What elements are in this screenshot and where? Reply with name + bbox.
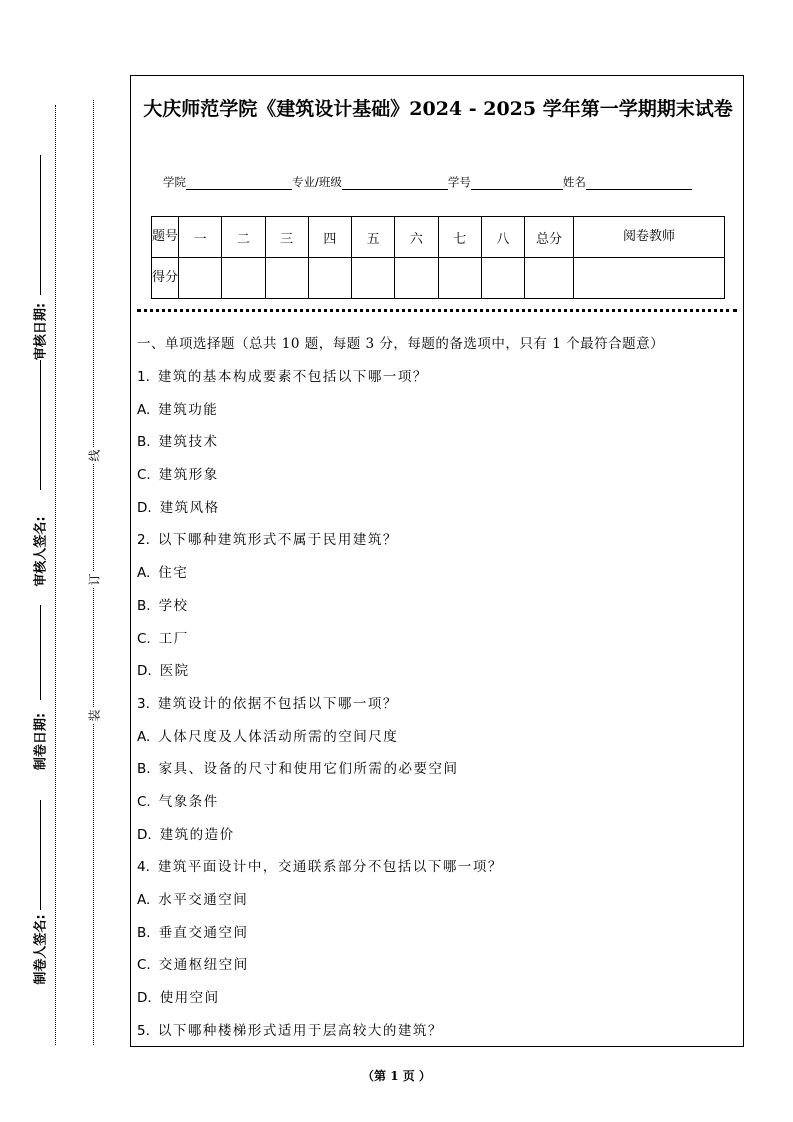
maker-date-blank[interactable] [40, 605, 41, 700]
score-cell[interactable] [308, 258, 351, 299]
exam-paper [130, 75, 744, 1047]
score-col-grader: 阅卷教师 [574, 217, 725, 258]
question-4: 4. 建筑平面设计中，交通联系部分不包括以下哪一项？ [137, 859, 503, 876]
name-label: 姓名 [562, 175, 586, 189]
score-col-6: 六 [395, 217, 438, 258]
score-table-score-label: 得分 [152, 258, 179, 299]
student-id-label: 学号 [447, 175, 471, 189]
review-date-label: 审核日期: [33, 302, 49, 361]
score-cell[interactable] [179, 258, 222, 299]
score-table-header-row [152, 217, 725, 258]
major-label: 专业/班级 [292, 175, 342, 189]
question-section [137, 328, 741, 1047]
option-1a: A. 建筑功能 [137, 401, 219, 418]
option-2c: C. 工厂 [137, 630, 189, 647]
option-1b: B. 建筑技术 [137, 434, 219, 451]
maker-date-label: 制卷日期: [33, 712, 49, 771]
option-3a: A. 人体尺度及人体活动所需的空间尺度 [137, 728, 399, 745]
option-3b: B. 家具、设备的尺寸和使用它们所需的必要空间 [137, 761, 459, 778]
score-col-5: 五 [352, 217, 395, 258]
section-divider [137, 309, 737, 312]
college-label: 学院 [163, 175, 186, 189]
score-table [151, 216, 725, 299]
binding-mark-zhuang: 装 [87, 709, 102, 722]
question-1: 1. 建筑的基本构成要素不包括以下哪一项？ [137, 369, 428, 385]
student-info-line [163, 174, 692, 190]
score-col-8: 八 [481, 217, 524, 258]
score-col-2: 二 [222, 217, 265, 258]
maker-sign-blank[interactable] [40, 800, 41, 910]
question-5: 5. 以下哪种楼梯形式适用于层高较大的建筑？ [137, 1022, 443, 1039]
score-cell[interactable] [265, 258, 308, 299]
question-3: 3. 建筑设计的依据不包括以下哪一项？ [137, 695, 398, 712]
option-3c: C. 气象条件 [137, 793, 219, 810]
option-2b: B. 学校 [137, 597, 189, 614]
score-cell[interactable] [438, 258, 481, 299]
binding-dotted-line-outer [55, 105, 56, 1045]
question-2: 2. 以下哪种建筑形式不属于民用建筑？ [137, 532, 398, 549]
option-2a: A. 住宅 [137, 565, 189, 582]
score-col-total: 总分 [525, 217, 574, 258]
option-4d: D. 使用空间 [137, 990, 220, 1007]
score-table-row-label: 题号 [152, 217, 179, 258]
option-4c: C. 交通枢纽空间 [137, 957, 249, 974]
score-cell[interactable] [395, 258, 438, 299]
option-1c: C. 建筑形象 [137, 467, 219, 484]
option-3d: D. 建筑的造价 [137, 826, 235, 843]
binding-mark-line: 线 [87, 449, 102, 462]
college-field[interactable] [186, 177, 292, 190]
score-col-4: 四 [308, 217, 351, 258]
section-title: 一、单项选择题（总共 10 题，每题 3 分，每题的备选项中，只有 1 个最符合题意） [137, 336, 665, 352]
option-4a: A. 水平交通空间 [137, 892, 249, 908]
score-cell-grader[interactable] [574, 258, 725, 299]
score-table-score-row [152, 258, 725, 299]
score-cell-total[interactable] [525, 258, 574, 299]
option-4b: B. 垂直交通空间 [137, 924, 249, 941]
option-1d: D. 建筑风格 [137, 499, 220, 516]
score-cell[interactable] [352, 258, 395, 299]
exam-title: 大庆师范学院《建筑设计基础》2024 - 2025 学年第一学期期末试卷 [143, 98, 733, 120]
name-field[interactable] [586, 177, 692, 190]
maker-sign-label: 制卷人签名: [33, 914, 49, 985]
score-cell[interactable] [222, 258, 265, 299]
reviewer-sign-blank[interactable] [40, 360, 41, 490]
review-date-blank[interactable] [40, 155, 41, 295]
reviewer-sign-label: 审核人签名: [33, 516, 49, 587]
page-number: （第 1 页 ） [362, 1069, 431, 1083]
major-field[interactable] [342, 177, 448, 190]
score-col-7: 七 [438, 217, 481, 258]
student-id-field[interactable] [471, 177, 563, 190]
score-cell[interactable] [481, 258, 524, 299]
score-col-3: 三 [265, 217, 308, 258]
score-col-1: 一 [179, 217, 222, 258]
option-2d: D. 医院 [137, 663, 190, 680]
binding-mark-ding: 订 [87, 573, 102, 586]
